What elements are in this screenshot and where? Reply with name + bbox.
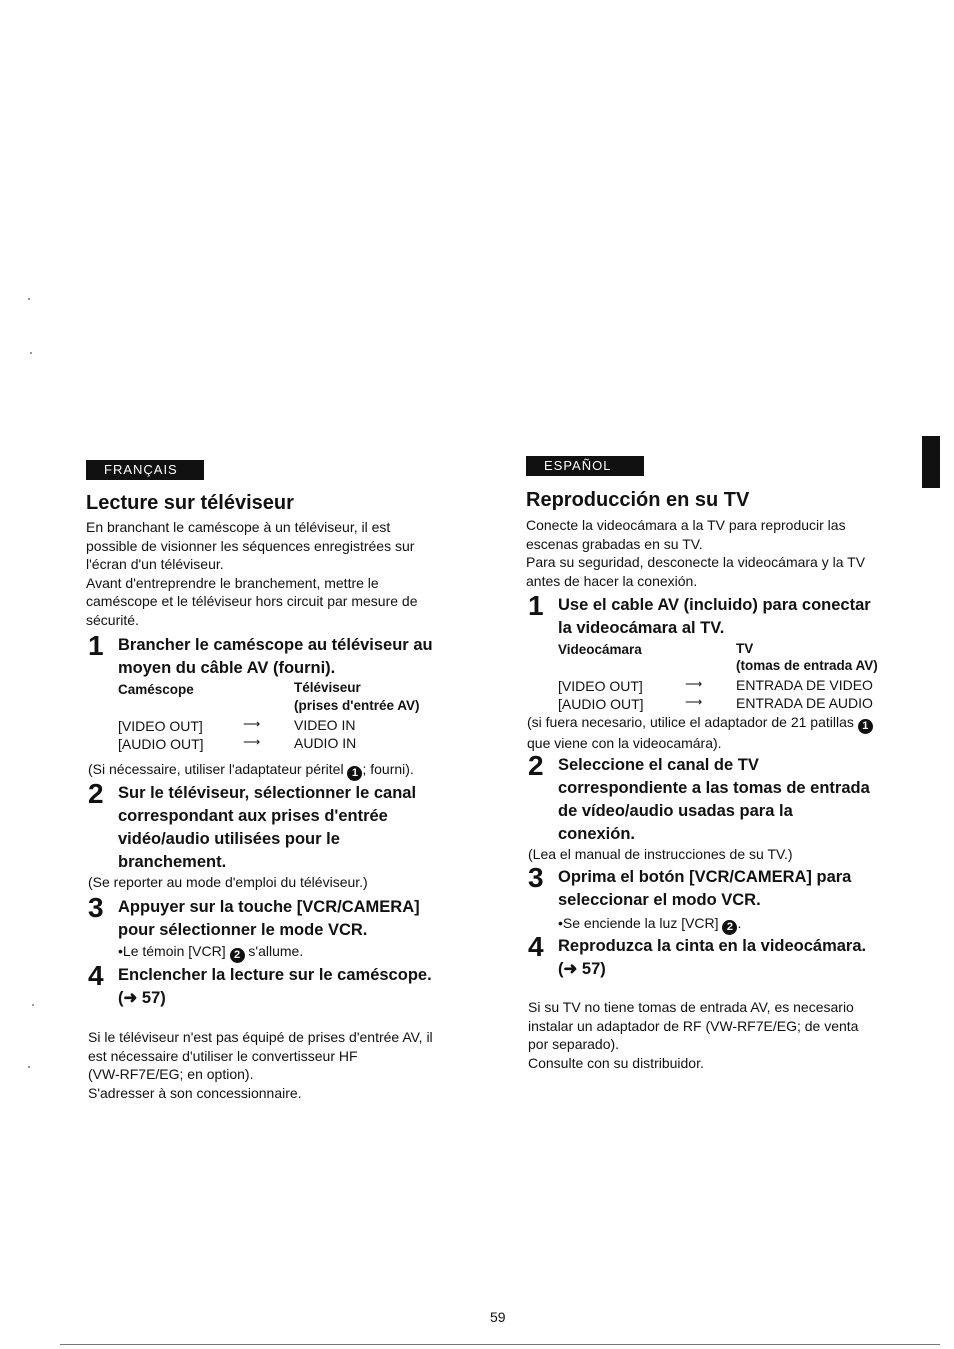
callout-1-icon: 1 (347, 766, 362, 781)
callout-2-icon: 2 (722, 920, 737, 935)
intro-text-spanish: Conecte la videocámara a la TV para reproducir las escenas grabadas en su TV. Para su seguridad, desconecte la videocámara y la TV antes de hacer la conexión. (526, 517, 866, 589)
step-2-instruction: Sur le téléviseur, sélectionner le canal correspondant aux prises d'entrée vidéo/audio utilisées pour le branchement. (118, 784, 417, 871)
connection-arrow: ⟶ (685, 695, 703, 709)
tv-manual-note: (Lea el manual de instrucciones de su TV.) (528, 846, 793, 862)
connection-target-video: VIDEO IN (294, 717, 356, 733)
scan-speck (30, 352, 32, 354)
adapter-note: (Si nécessaire, utiliser l'adaptateur péritel 1 ; fourni). (88, 761, 414, 779)
connection-arrow: ⟶ (685, 677, 703, 691)
tv-manual-note: (Se reporter au mode d'emploi du téléviseur.) (88, 874, 368, 890)
table-header-source: Videocámara (558, 642, 642, 657)
connection-arrow: ⟶ (243, 735, 261, 749)
table-header-target: Téléviseur (294, 680, 361, 695)
connection-target-video: ENTRADA DE VIDEO (736, 677, 873, 693)
scan-speck (32, 1004, 34, 1006)
connection-target-audio: AUDIO IN (294, 735, 357, 751)
scan-speck (28, 298, 30, 300)
connection-source-video: [VIDEO OUT] (558, 678, 643, 694)
step-number-1: 1 (88, 630, 104, 661)
section-title-french: Lecture sur téléviseur (86, 492, 294, 514)
adapter-note: (si fuera necesario, utilice el adaptador de 21 patillas 1 que viene con la videocamára). (527, 713, 907, 752)
section-tab-marker (922, 436, 940, 488)
step-1-instruction: Brancher le caméscope au téléviseur au moyen du câble AV (fourni). (118, 636, 433, 677)
step-number-4: 4 (88, 960, 104, 991)
vcr-indicator-note: •Se enciende la luz [VCR] 2 . (558, 915, 742, 933)
language-label-spanish: ESPAÑOL (526, 456, 644, 476)
callout-2-icon: 2 (230, 948, 245, 963)
step-number-4: 4 (528, 931, 544, 962)
connection-arrow: ⟶ (243, 717, 261, 731)
connection-source-video: [VIDEO OUT] (118, 718, 203, 734)
step-number-1: 1 (528, 590, 544, 621)
step-number-2: 2 (88, 778, 104, 809)
table-header-target-sub: (tomas de entrada AV) (736, 658, 878, 673)
footer-note-french: Si le téléviseur n'est pas équipé de prises d'entrée AV, il est nécessaire d'utiliser le convertisseur HF (VW-RF7E/EG; en option). S'adresser à son concessionnaire. (88, 1029, 433, 1101)
table-header-target: TV (736, 641, 754, 656)
footer-note-spanish: Si su TV no tiene tomas de entrada AV, es necesario instalar un adaptador de RF (VW-RF7E/EG; de venta por separado). Consulte con su distribuidor. (528, 999, 859, 1071)
intro-text-french: En branchant le caméscope à un téléviseur, il est possible de visionner les séquences enregistrées sur l'écran d'un téléviseur. Avant d'entreprendre le branchement, mettre le caméscope et le téléviseur hors circuit par mesure de sécurité. (86, 519, 418, 628)
connection-source-audio: [AUDIO OUT] (558, 696, 644, 712)
table-header-target-sub: (prises d'entrée AV) (294, 698, 420, 713)
step-3-instruction: Appuyer sur la touche [VCR/CAMERA] pour sélectionner le mode VCR. (118, 898, 420, 939)
connection-target-audio: ENTRADA DE AUDIO (736, 695, 873, 711)
step-3-instruction: Oprima el botón [VCR/CAMERA] para seleccionar el modo VCR. (558, 868, 852, 909)
language-label-french: FRANÇAIS (86, 460, 204, 480)
step-2-instruction: Seleccione el canal de TV correspondiente a las tomas de entrada de vídeo/audio usadas para la conexión. (558, 756, 870, 843)
step-number-2: 2 (528, 750, 544, 781)
step-1-instruction: Use el cable AV (incluido) para conectar la videocámara al TV. (558, 596, 871, 637)
step-number-3: 3 (88, 892, 104, 923)
page-number: 59 (490, 1309, 506, 1325)
step-number-3: 3 (528, 862, 544, 893)
table-header-source: Caméscope (118, 682, 194, 697)
footer-divider (60, 1344, 940, 1345)
scan-speck (28, 1066, 30, 1068)
connection-source-audio: [AUDIO OUT] (118, 736, 204, 752)
callout-1-icon: 1 (858, 719, 873, 734)
section-title-spanish: Reproducción en su TV (526, 489, 750, 511)
step-4-instruction: Reproduzca la cinta en la videocámara. (➜ 57) (558, 937, 867, 978)
vcr-indicator-note: •Le témoin [VCR] 2 s'allume. (118, 943, 304, 961)
step-4-instruction: Enclencher la lecture sur le caméscope. (➜ 57) (118, 966, 432, 1007)
